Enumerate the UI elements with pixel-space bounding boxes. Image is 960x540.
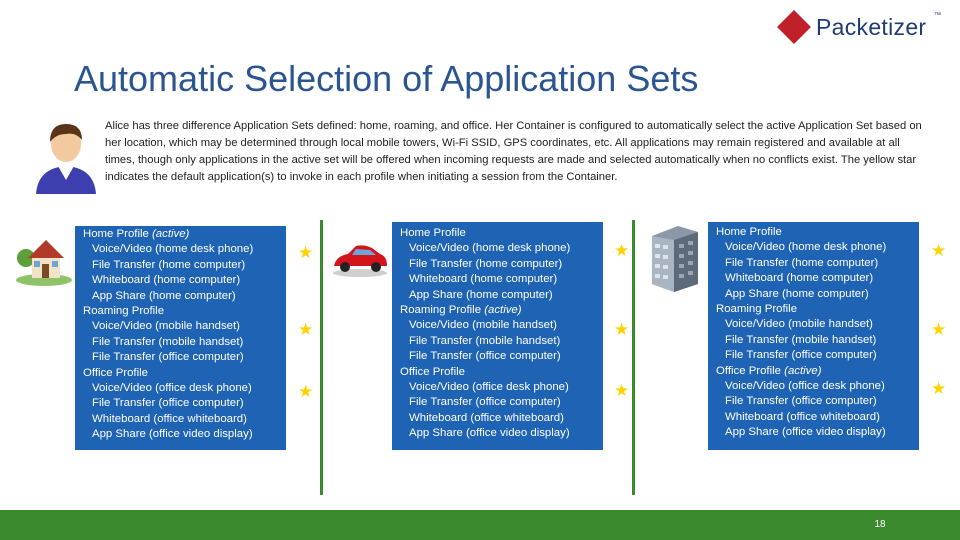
profile-item: File Transfer (office computer) bbox=[92, 397, 244, 410]
footer-bar bbox=[0, 510, 960, 540]
default-star-icon: ★ bbox=[931, 379, 947, 398]
profile-heading: Home Profile bbox=[400, 227, 466, 239]
default-star-icon: ★ bbox=[614, 381, 630, 400]
profile-item: Whiteboard (office whiteboard) bbox=[409, 411, 564, 424]
profile-item: Whiteboard (office whiteboard) bbox=[92, 412, 247, 425]
profile-item: File Transfer (office computer) bbox=[725, 349, 877, 362]
default-star-icon: ★ bbox=[298, 243, 314, 262]
profile-item: Voice/Video (mobile handset) bbox=[409, 319, 557, 332]
profile-item: Voice/Video (mobile handset) bbox=[92, 320, 240, 333]
profile-item: File Transfer (mobile handset) bbox=[92, 335, 244, 348]
logo-brand-text: Packetizer bbox=[816, 14, 927, 40]
profile-item: App Share (home computer) bbox=[725, 287, 869, 300]
column-divider bbox=[632, 220, 635, 495]
profile-heading: Home Profile (active) bbox=[83, 228, 190, 240]
office-building-icon bbox=[646, 222, 704, 294]
profile-item: File Transfer (home computer) bbox=[725, 256, 879, 269]
profile-item: File Transfer (mobile handset) bbox=[725, 333, 877, 346]
profile-item: Voice/Video (office desk phone) bbox=[409, 380, 569, 393]
profile-heading: Office Profile (active) bbox=[716, 364, 822, 377]
profile-heading: Office Profile bbox=[400, 365, 465, 378]
house-icon bbox=[14, 228, 74, 288]
logo-diamond-icon bbox=[777, 10, 811, 44]
profile-item: Whiteboard (home computer) bbox=[409, 273, 558, 286]
profile-item: App Share (office video display) bbox=[409, 427, 570, 440]
column-divider bbox=[320, 220, 323, 495]
car-icon bbox=[330, 240, 390, 278]
profile-item: App Share (office video display) bbox=[725, 426, 886, 439]
profile-item: File Transfer (home computer) bbox=[92, 258, 246, 271]
profile-item: Voice/Video (home desk phone) bbox=[725, 241, 887, 254]
profile-item: File Transfer (office computer) bbox=[409, 350, 561, 363]
default-star-icon: ★ bbox=[931, 241, 947, 260]
profile-heading: Home Profile bbox=[716, 226, 782, 238]
home-active-panel bbox=[75, 226, 286, 450]
profile-item: App Share (home computer) bbox=[409, 288, 553, 301]
default-star-icon: ★ bbox=[298, 320, 314, 339]
profile-item: Voice/Video (home desk phone) bbox=[92, 243, 254, 256]
profile-item: Whiteboard (office whiteboard) bbox=[725, 410, 880, 423]
profile-item: File Transfer (home computer) bbox=[409, 257, 563, 270]
packetizer-logo bbox=[776, 8, 956, 48]
roaming-active-panel bbox=[392, 222, 603, 450]
default-star-icon: ★ bbox=[298, 382, 314, 401]
profile-item: Whiteboard (home computer) bbox=[725, 272, 874, 285]
default-star-icon: ★ bbox=[614, 241, 630, 260]
page-number: 18 bbox=[874, 519, 886, 530]
profile-item: Whiteboard (home computer) bbox=[92, 274, 241, 287]
profile-item: File Transfer (office computer) bbox=[92, 351, 244, 364]
profile-heading: Roaming Profile bbox=[83, 304, 165, 317]
profile-item: File Transfer (mobile handset) bbox=[409, 334, 561, 347]
profile-item: File Transfer (office computer) bbox=[725, 395, 877, 408]
default-star-icon: ★ bbox=[931, 320, 947, 339]
profile-item: File Transfer (office computer) bbox=[409, 396, 561, 409]
office-active-panel bbox=[708, 222, 919, 450]
profile-item: App Share (office video display) bbox=[92, 428, 253, 441]
person-icon bbox=[32, 118, 100, 194]
intro-paragraph: Alice has three difference Application Sets defined: home, roaming, and office. Her Container is configured to automatically select the active Application Set based on her location, which may be determined through local mobile towers, Wi-Fi SSID, GPS coordinates, etc. All applications may remain registered and available at all times, though only applications in the active set will be offered when incoming requests are made and selected automatically when no conflicts exist. The yellow star indicates the default application(s) to invoke in each profile when initiating a session from the Container. bbox=[105, 120, 922, 183]
profile-item: Voice/Video (home desk phone) bbox=[409, 242, 571, 255]
profile-heading: Roaming Profile bbox=[716, 302, 798, 315]
profile-item: Voice/Video (office desk phone) bbox=[725, 379, 885, 392]
slide-title: Automatic Selection of Application Sets bbox=[74, 58, 699, 99]
default-star-icon: ★ bbox=[614, 320, 630, 339]
profile-item: App Share (home computer) bbox=[92, 289, 236, 302]
logo-trademark: ™ bbox=[934, 12, 941, 19]
profile-item: Voice/Video (mobile handset) bbox=[725, 318, 873, 331]
profile-item: Voice/Video (office desk phone) bbox=[92, 381, 252, 394]
profile-heading: Roaming Profile (active) bbox=[400, 303, 522, 316]
profile-heading: Office Profile bbox=[83, 366, 148, 379]
